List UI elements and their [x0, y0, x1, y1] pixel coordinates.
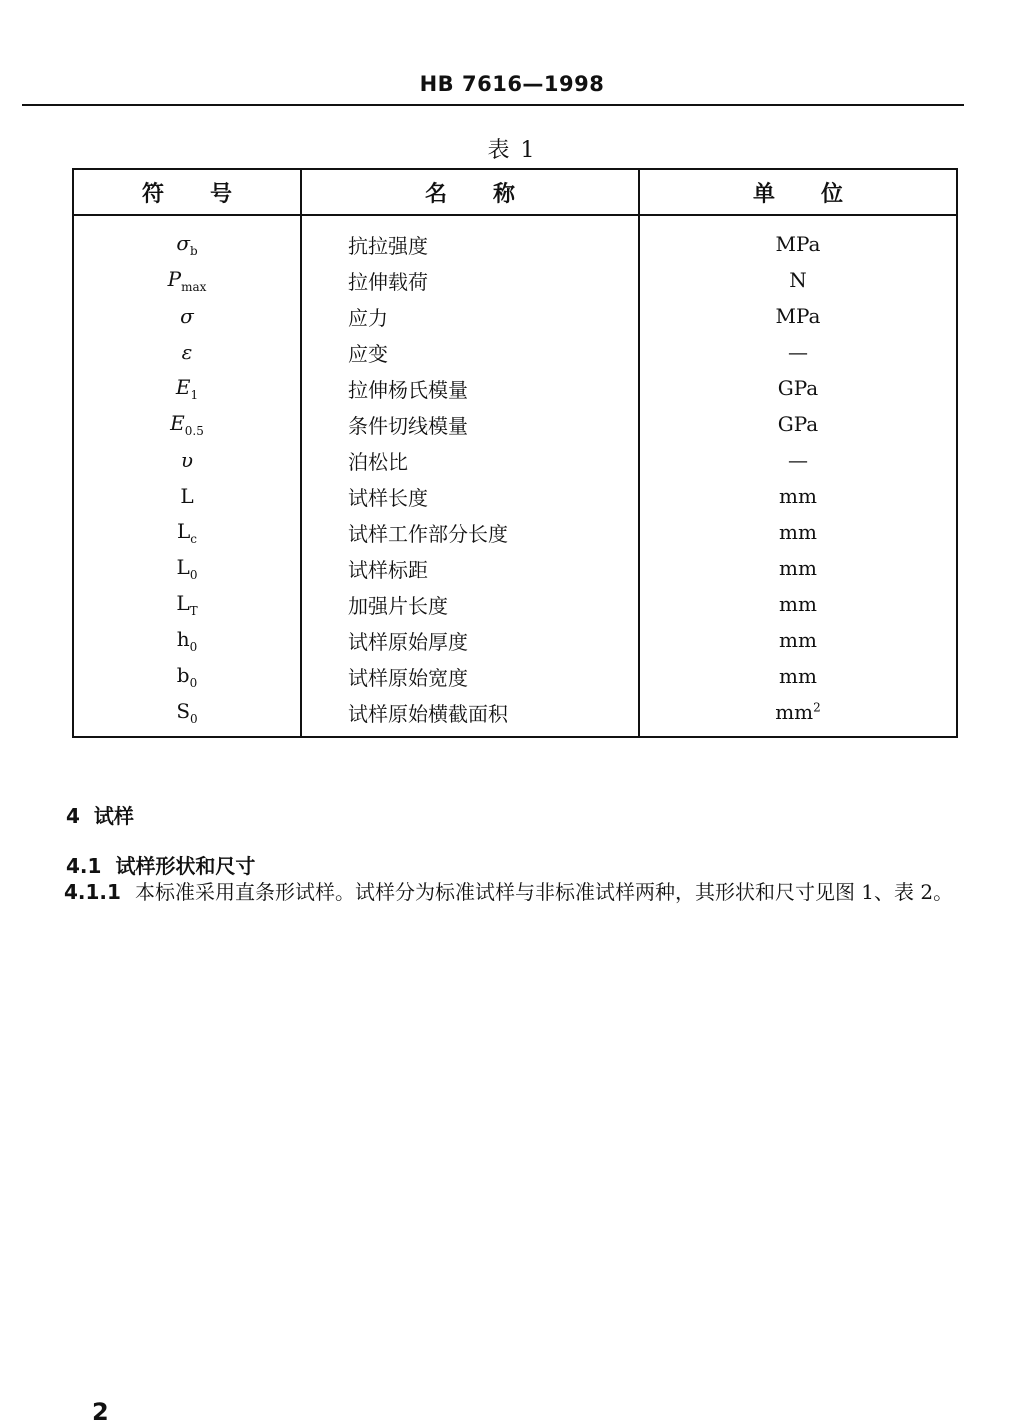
symbols-table	[72, 168, 958, 738]
symbol-cell: υ	[73, 442, 301, 478]
table-row	[73, 262, 957, 298]
section-4-heading	[66, 800, 134, 829]
column-header-name: 名称	[301, 169, 639, 215]
page-number: 2	[92, 1398, 109, 1426]
table-row	[73, 406, 957, 442]
symbol-cell: $\sigma_b$	[73, 215, 301, 262]
unit-cell: mm	[639, 658, 957, 694]
table-caption: 表 1	[487, 138, 537, 163]
symbol-cell: ε	[73, 334, 301, 370]
name-cell: 拉伸杨氏模量	[301, 370, 639, 406]
unit-cell: MPa	[639, 215, 957, 262]
unit-cell: $mm^2$	[639, 694, 957, 737]
table-row	[73, 586, 957, 622]
table-row	[73, 478, 957, 514]
unit-cell: mm	[639, 478, 957, 514]
unit-cell: —	[639, 442, 957, 478]
name-cell: 试样原始厚度	[301, 622, 639, 658]
name-cell: 拉伸载荷	[301, 262, 639, 298]
name-cell: 试样工作部分长度	[301, 514, 639, 550]
name-cell: 泊松比	[301, 442, 639, 478]
column-header-unit: 单位	[639, 169, 957, 215]
section-title: 试样	[93, 804, 134, 828]
name-cell: 试样长度	[301, 478, 639, 514]
symbol-cell: $L_T$	[73, 586, 301, 622]
symbol-cell: $h_0$	[73, 622, 301, 658]
table-row	[73, 514, 957, 550]
unit-cell: mm	[639, 586, 957, 622]
header-divider	[22, 104, 964, 106]
name-cell: 试样标距	[301, 550, 639, 586]
unit-cell: mm	[639, 622, 957, 658]
symbol-cell: $L_0$	[73, 550, 301, 586]
table-row	[73, 658, 957, 694]
document-code-header: HB 7616—1998	[419, 72, 605, 96]
symbol-cell: L	[73, 478, 301, 514]
symbol-cell: $E_1$	[73, 370, 301, 406]
table-row	[73, 334, 957, 370]
clause-text: 本标准采用直条形试样。试样分为标准试样与非标准试样两种，其形状和尺寸见图 1、表 2。	[134, 880, 954, 904]
symbol-cell: $S_0$	[73, 694, 301, 737]
table-body	[73, 215, 957, 737]
unit-cell: mm	[639, 514, 957, 550]
table-row	[73, 298, 957, 334]
section-title: 试样形状和尺寸	[115, 854, 256, 878]
symbol-cell: $b_0$	[73, 658, 301, 694]
unit-cell: GPa	[639, 406, 957, 442]
table-row	[73, 550, 957, 586]
name-cell: 抗拉强度	[301, 215, 639, 262]
table-row	[73, 622, 957, 658]
name-cell: 应变	[301, 334, 639, 370]
table-row	[73, 215, 957, 262]
section-number: 4.1	[66, 854, 102, 878]
column-header-symbol: 符号	[73, 169, 301, 215]
section-number: 4	[66, 804, 80, 828]
name-cell: 条件切线模量	[301, 406, 639, 442]
name-cell: 试样原始横截面积	[301, 694, 639, 737]
unit-cell: MPa	[639, 298, 957, 334]
table-row	[73, 694, 957, 737]
unit-cell: mm	[639, 550, 957, 586]
unit-cell: N	[639, 262, 957, 298]
clause-number: 4.1.1	[64, 880, 121, 904]
section-4-1-heading	[66, 850, 255, 879]
unit-cell: —	[639, 334, 957, 370]
symbol-cell: $L_c$	[73, 514, 301, 550]
unit-cell: GPa	[639, 370, 957, 406]
symbol-cell: $E_{0.5}$	[73, 406, 301, 442]
table-row	[73, 442, 957, 478]
table-row	[73, 370, 957, 406]
name-cell: 应力	[301, 298, 639, 334]
clause-4-1-1	[64, 876, 976, 909]
symbol-cell: $P_{max}$	[73, 262, 301, 298]
name-cell: 试样原始宽度	[301, 658, 639, 694]
name-cell: 加强片长度	[301, 586, 639, 622]
symbol-cell: σ	[73, 298, 301, 334]
table-header-row	[73, 169, 957, 215]
